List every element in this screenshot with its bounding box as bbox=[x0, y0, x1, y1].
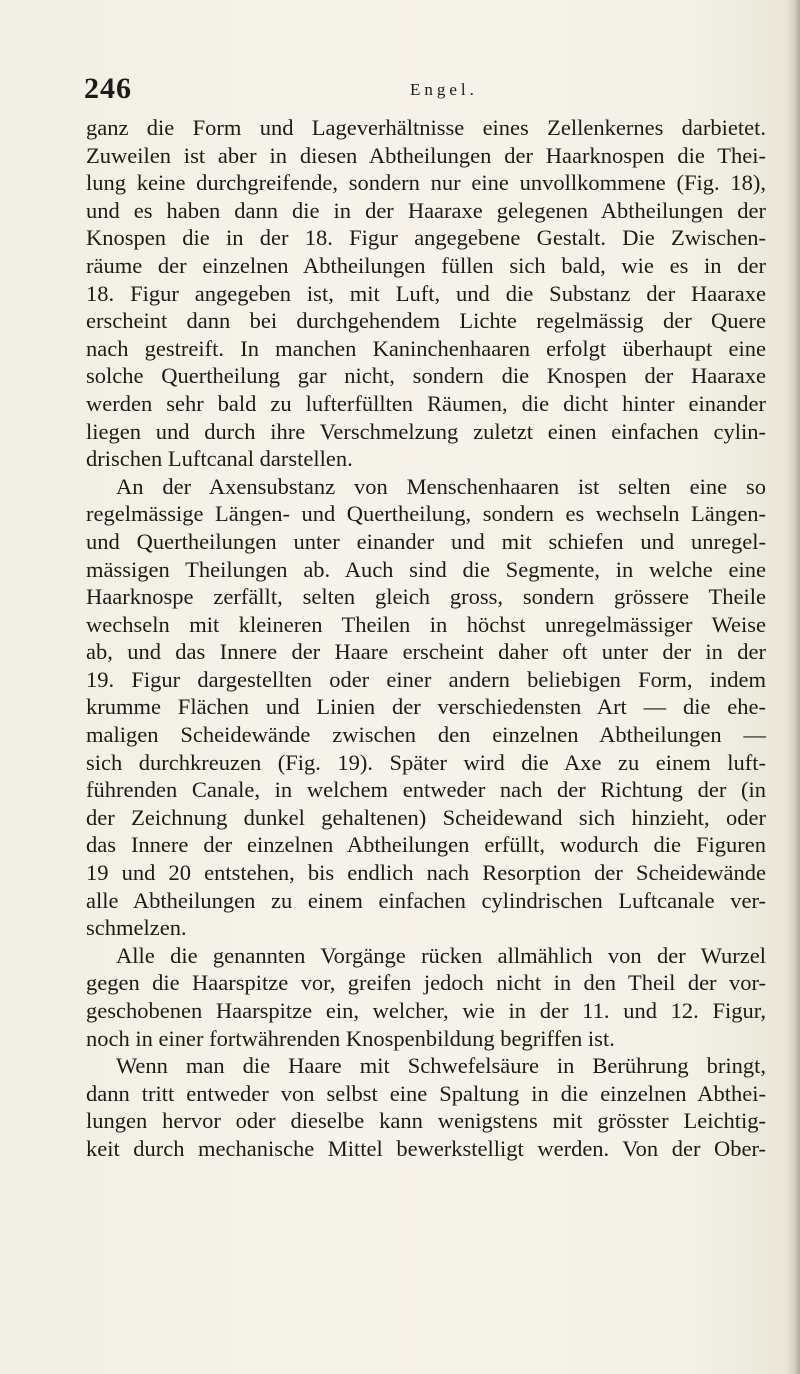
text-line: geschobenen Haarspitze ein, welcher, wie in der 11. und 12. Figur, bbox=[86, 998, 766, 1023]
paragraph bbox=[86, 942, 766, 1052]
text-line: erscheint dann bei durchgehendem Lichte regelmässig der Quere bbox=[86, 308, 766, 334]
text-line: mässigen Theilungen ab. Auch sind die Segmente, in welche eine bbox=[86, 556, 766, 582]
text-line: 19 und 20 entstehen, bis endlich nach Resorption der Scheidewände bbox=[86, 860, 766, 886]
text-line: 19. Figur dargestellten oder einer andern beliebigen Form, indem bbox=[86, 666, 766, 692]
text-line: lung keine durchgreifende, sondern nur eine unvollkommene (Fig. 18), bbox=[86, 170, 766, 196]
text-line: führenden Canale, in welchem entweder nach der Richtung der (in bbox=[86, 777, 766, 803]
text-line: schmelzen. bbox=[86, 915, 187, 941]
paragraph bbox=[86, 473, 766, 942]
text-line: Wenn man die Haare mit Schwefelsäure in Berührung bringt, bbox=[116, 1053, 766, 1079]
text-line: gegen die Haarspitze vor, greifen jedoch nicht in den Theil der vor- bbox=[86, 970, 766, 996]
text-line: liegen und durch ihre Verschmelzung zuletzt einen einfachen cylin- bbox=[86, 418, 766, 444]
text-line: Haarknospe zerfällt, selten gleich gross, sondern grössere Theile bbox=[86, 584, 766, 610]
text-line: nach gestreift. In manchen Kaninchenhaaren erfolgt überhaupt eine bbox=[86, 335, 766, 361]
paragraph bbox=[86, 1052, 766, 1162]
page-number: 246 bbox=[84, 72, 132, 105]
text-line: ab, und das Innere der Haare erscheint daher oft unter der in der bbox=[86, 639, 766, 665]
text-line: Alle die genannten Vorgänge rücken allmählich von der Wurzel bbox=[116, 942, 766, 968]
text-line: Zuweilen ist aber in diesen Abtheilungen der Haarknospen die Thei- bbox=[86, 142, 766, 168]
text-line: 18. Figur angegeben ist, mit Luft, und die Substanz der Haaraxe bbox=[86, 280, 766, 306]
text-line: alle Abtheilungen zu einem einfachen cylindrischen Luftcanale ver- bbox=[86, 887, 766, 913]
text-line: und Quertheilungen unter einander und mit schiefen und unregel- bbox=[86, 528, 766, 554]
body-text bbox=[86, 114, 766, 1163]
text-line: Knospen die in der 18. Figur angegebene Gestalt. Die Zwischen- bbox=[86, 225, 766, 251]
text-line: An der Axensubstanz von Menschenhaaren ist selten eine so bbox=[116, 473, 766, 499]
text-line: ganz die Form und Lageverhältnisse eines Zellenkernes darbietet. bbox=[86, 115, 766, 140]
text-line: lungen hervor oder dieselbe kann wenigstens mit grösster Leichtig- bbox=[86, 1108, 766, 1134]
text-line: das Innere der einzelnen Abtheilungen erfüllt, wodurch die Figuren bbox=[86, 832, 766, 858]
text-line: krumme Flächen und Linien der verschiedensten Art — die ehe- bbox=[86, 694, 766, 720]
text-line: noch in einer fortwährenden Knospenbildung begriffen ist. bbox=[86, 1025, 615, 1051]
text-line: regelmässige Längen- und Quertheilung, sondern es wechseln Längen- bbox=[86, 501, 766, 527]
page-edge-shadow bbox=[786, 0, 800, 1374]
text-line: maligen Scheidewände zwischen den einzelnen Abtheilungen — bbox=[86, 722, 766, 748]
running-head: Engel. bbox=[410, 80, 478, 99]
text-line: räume der einzelnen Abtheilungen füllen sich bald, wie es in der bbox=[86, 252, 766, 278]
text-line: solche Quertheilung gar nicht, sondern die Knospen der Haaraxe bbox=[86, 363, 766, 389]
text-line: werden sehr bald zu lufterfüllten Räumen, die dicht hinter einander bbox=[86, 390, 766, 416]
paragraph bbox=[86, 114, 766, 473]
text-line: und es haben dann die in der Haaraxe gelegenen Abtheilungen der bbox=[86, 197, 766, 223]
text-line: der Zeichnung dunkel gehaltenen) Scheidewand sich hinzieht, oder bbox=[86, 804, 766, 830]
text-line: drischen Luftcanal darstellen. bbox=[86, 446, 353, 472]
text-line: wechseln mit kleineren Theilen in höchst unregelmässiger Weise bbox=[86, 611, 766, 637]
page-header bbox=[84, 70, 764, 110]
text-line: dann tritt entweder von selbst eine Spaltung in die einzelnen Abthei- bbox=[86, 1080, 766, 1106]
text-line: keit durch mechanische Mittel bewerkstelligt werden. Von der Ober- bbox=[86, 1135, 766, 1161]
text-line: sich durchkreuzen (Fig. 19). Später wird die Axe zu einem luft- bbox=[86, 749, 766, 775]
